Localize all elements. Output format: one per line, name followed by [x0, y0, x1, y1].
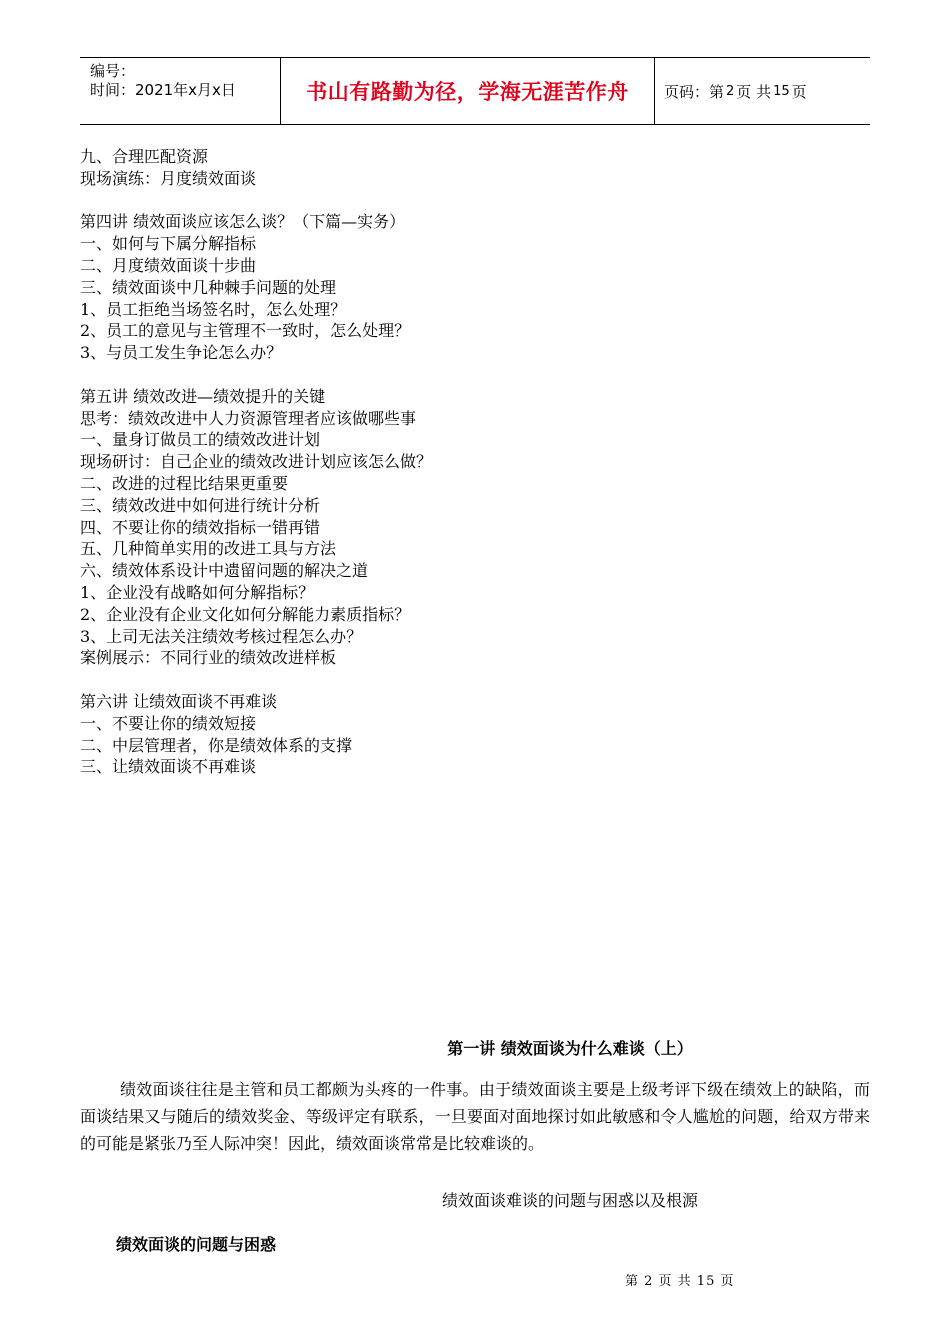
outline-line: 案例展示：不同行业的绩效改进样板	[80, 648, 337, 668]
outline-line: 九、合理匹配资源	[80, 147, 209, 166]
outline-line: 1、企业没有战略如何分解指标？	[80, 582, 315, 602]
page-mid: 页 共	[736, 82, 772, 101]
outline-line: 第六讲 让绩效面谈不再难谈	[80, 691, 278, 711]
outline-line: 第五讲 绩效改进—绩效提升的关键	[80, 386, 326, 406]
page-prefix: 页码：第	[664, 82, 725, 101]
header-page-info	[655, 58, 870, 124]
bold-heading: 绩效面谈的问题与困惑	[116, 1235, 277, 1254]
outline-line: 一、量身订做员工的绩效改进计划	[80, 430, 321, 450]
outline-line: 3、上司无法关注绩效考核过程怎么办？	[80, 626, 363, 646]
outline-line: 第四讲 绩效面谈应该怎么谈？（下篇—实务）	[80, 212, 406, 232]
page-header	[80, 57, 870, 125]
outline-line: 三、绩效改进中如何进行统计分析	[80, 495, 321, 515]
outline-line: 一、不要让你的绩效短接	[80, 713, 257, 733]
page-total: 15	[773, 83, 790, 99]
document-time-label: 时间：2021年x月x日	[90, 81, 236, 99]
outline-spacer	[80, 190, 870, 212]
outline-line: 3、与员工发生争论怎么办？	[80, 343, 283, 363]
outline-line: 思考：绩效改进中人力资源管理者应该做哪些事	[80, 408, 417, 428]
section-subtitle: 绩效面谈难谈的问题与困惑以及根源	[441, 1191, 698, 1210]
page-footer: 第 2 页 共 15 页	[625, 1274, 735, 1289]
outline-line: 现场演练：月度绩效面谈	[80, 168, 257, 188]
outline-line: 三、绩效面谈中几种棘手问题的处理	[80, 277, 337, 297]
outline-line: 六、绩效体系设计中遗留问题的解决之道	[80, 561, 369, 581]
outline-spacer	[80, 669, 870, 691]
course-outline	[80, 146, 870, 778]
outline-line: 二、中层管理者，你是绩效体系的支撑	[80, 735, 353, 755]
outline-line: 五、几种简单实用的改进工具与方法	[80, 539, 337, 559]
section-title: 第一讲 绩效面谈为什么难谈（上）	[447, 1039, 693, 1058]
outline-line: 2、企业没有企业文化如何分解能力素质指标？	[80, 604, 411, 624]
intro-paragraph: 绩效面谈往往是主管和员工都颇为头疼的一件事。由于绩效面谈主要是上级考评下级在绩效上的缺陷，而面谈结果又与随后的绩效奖金、等级评定有联系，一旦要面对面地探讨如此敏感和令人尴尬的问题，给双方带来的可能是紧张乃至人际冲突！因此，绩效面谈常常是比较难谈的。	[80, 1080, 870, 1153]
outline-spacer	[80, 364, 870, 386]
document-number-label: 编号：	[90, 62, 136, 80]
outline-line: 二、改进的过程比结果更重要	[80, 473, 289, 493]
outline-line: 1、员工拒绝当场签名时，怎么处理？	[80, 299, 347, 319]
outline-line: 三、让绩效面谈不再难谈	[80, 757, 257, 777]
page-current: 2	[726, 83, 735, 99]
outline-line: 一、如何与下属分解指标	[80, 234, 257, 254]
outline-line: 现场研讨：自己企业的绩效改进计划应该怎么做？	[80, 452, 433, 472]
outline-line: 2、员工的意见与主管理不一致时，怎么处理？	[80, 321, 411, 341]
outline-line: 二、月度绩效面谈十步曲	[80, 255, 257, 275]
header-meta	[80, 58, 281, 124]
outline-line: 四、不要让你的绩效指标一错再错	[80, 517, 321, 537]
page-suffix: 页	[791, 82, 807, 101]
header-motto: 书山有路勤为径，学海无涯苦作舟	[281, 58, 655, 124]
